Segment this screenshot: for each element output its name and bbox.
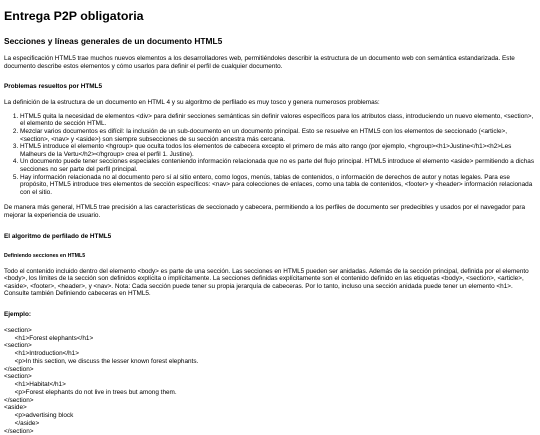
algorithm-heading: El algoritmo de perfilado de HTML5: [4, 232, 112, 240]
section-heading-main: Secciones y líneas generales de un documento HTML5: [4, 36, 223, 46]
list-item: 5. Hay información relacionada no al documento pero sí al sitio entero, como logos, menús, tablas de contenidos, o información de derechos de autor y notas legales. Para ese propósito, HTML5 introduce tres elementos de sección específicos: <nav> para colecciones de enlaces, como una tabla de contenidos, <footer> y <header> información relacionada con el sitio.: [20, 174, 536, 197]
intro-paragraph: La especificación HTML5 trae muchos nuevos elementos a los desarrolladores web, permitiéndoles describir la estructura de un documento web con semántica estandarizada. Este documento describe estos elementos y cómo usarlos para definir el perfil de cualquier documento.: [4, 55, 515, 70]
code-line: </section>: [4, 427, 34, 435]
algorithm-subheading: Definiendo secciones en HTML5: [4, 252, 86, 259]
code-line: <section>: [4, 326, 32, 334]
code-line: <h1>Habitat</h1>: [4, 381, 66, 389]
page-title: Entrega P2P obligatoria: [4, 9, 144, 23]
code-example: [4, 327, 536, 435]
code-line: <aside>: [4, 404, 27, 412]
problems-heading: Problemas resueltos por HTML5: [4, 83, 103, 91]
code-line: <h1>Introduction</h1>: [4, 350, 79, 358]
list-item: 3. HTML5 introduce el elemento <hgroup> que oculta todos los elementos de cabecera excepto el primero de más alto rango (por ejemplo, <hgroup><h1>Justine</h1><h2>Les Malheurs de la Vertu</h2></hgroup> crea el perfil 1. Justine).: [20, 143, 536, 158]
list-item: 2. Mezclar varios documentos es difícil: la inclusión de un sub-documento en un documento principal. Esto se resuelve en HTML5 con los elementos de seccionado (<article>, <section>, <nav> y <aside>) son siempre subsecciones de su sección ancestra más cercana.: [20, 128, 536, 143]
code-line: <p>Forest elephants do not live in trees but among them.: [4, 388, 177, 396]
problems-intro: La definición de la estructura de un documento en HTML 4 y su algoritmo de perfilado es muy tosco y genera numerosos problemas:: [4, 99, 380, 107]
example-heading: Ejemplo:: [4, 310, 31, 318]
list-item: 1. HTML5 quita la necesidad de elementos <div> para definir secciones semánticas sin definir valores específicos para los atributos class, introduciendo un nuevo elemento, <section>, el elemento de sección HTML.: [20, 113, 536, 128]
code-line: </section>: [4, 396, 34, 404]
code-line: <section>: [4, 373, 32, 381]
code-line: <p>In this section, we discuss the lesser known forest elephants.: [4, 357, 199, 365]
problems-summary: De manera más general, HTML5 trae precisión a las características de seccionado y cabecera, permitiendo a los perfiles de documento ser predecibles y usados por el navegador para mejorar la experiencia de usuario.: [4, 204, 526, 219]
problems-list: [4, 113, 536, 197]
code-line: </section>: [4, 365, 34, 373]
list-item: 4. Un documento puede tener secciones especiales conteniendo información relacionada que no es parte del flujo principal. HTML5 introduce el elemento <aside> permitiendo a dichas secciones no ser parte del perfil principal.: [20, 158, 536, 173]
code-line: </aside>: [4, 419, 40, 427]
algorithm-paragraph: Todo el contenido incluido dentro del elemento <body> es parte de una sección. Las secciones en HTML5 pueden ser anidadas. Además de la sección principal, definida por el elemento <body>, los límites de la sección son definidos explícita o implícitamente. La secciones definidas explícitamente son el contenido definido en las etiquetas <body>, <section>, <article>, <aside>, <footer>, <header>, y <nav>. Nota: Cada sección puede tener su propia jerarquía de cabeceras. Por lo tanto, incluso una sección anidada puede tener un elemento <h1>. Consulte también Definiendo cabeceras en HTML5.: [4, 267, 529, 298]
code-line: <h1>Forest elephants</h1>: [4, 334, 94, 342]
document-page: [4, 0, 536, 435]
code-line: <p>advertising block: [4, 412, 74, 420]
code-line: <section>: [4, 342, 32, 350]
